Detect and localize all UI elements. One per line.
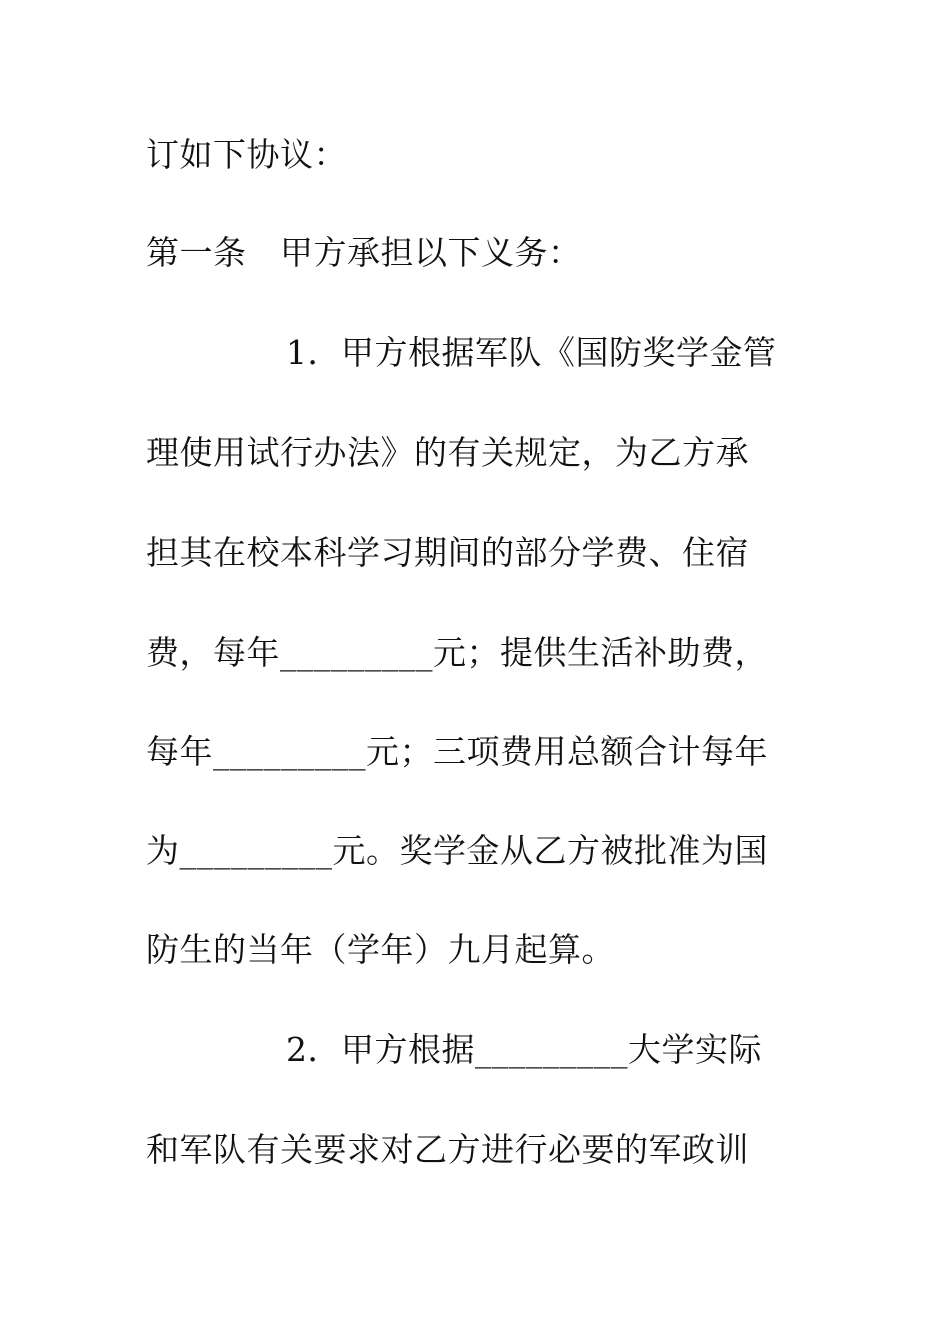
paragraph-line: 订如下协议： — [146, 135, 347, 174]
paragraph-line: 理使用试行办法》的有关规定，为乙方承 — [146, 433, 749, 472]
article-heading: 第一条 甲方承担以下义务： — [146, 233, 582, 272]
clause-1-line: 1．甲方根据军队《国防奖学金管 — [286, 333, 777, 372]
paragraph-line: 担其在校本科学习期间的部分学费、住宿 — [146, 533, 749, 572]
clause-2-line: 2．甲方根据_________大学实际 — [286, 1030, 762, 1069]
paragraph-line: 为_________元。奖学金从乙方被批准为国 — [146, 831, 768, 870]
paragraph-line: 费，每年_________元；提供生活补助费， — [146, 633, 768, 672]
paragraph-line: 防生的当年（学年）九月起算。 — [146, 930, 615, 969]
paragraph-line: 每年_________元；三项费用总额合计每年 — [146, 732, 768, 771]
paragraph-line: 和军队有关要求对乙方进行必要的军政训 — [146, 1130, 749, 1169]
